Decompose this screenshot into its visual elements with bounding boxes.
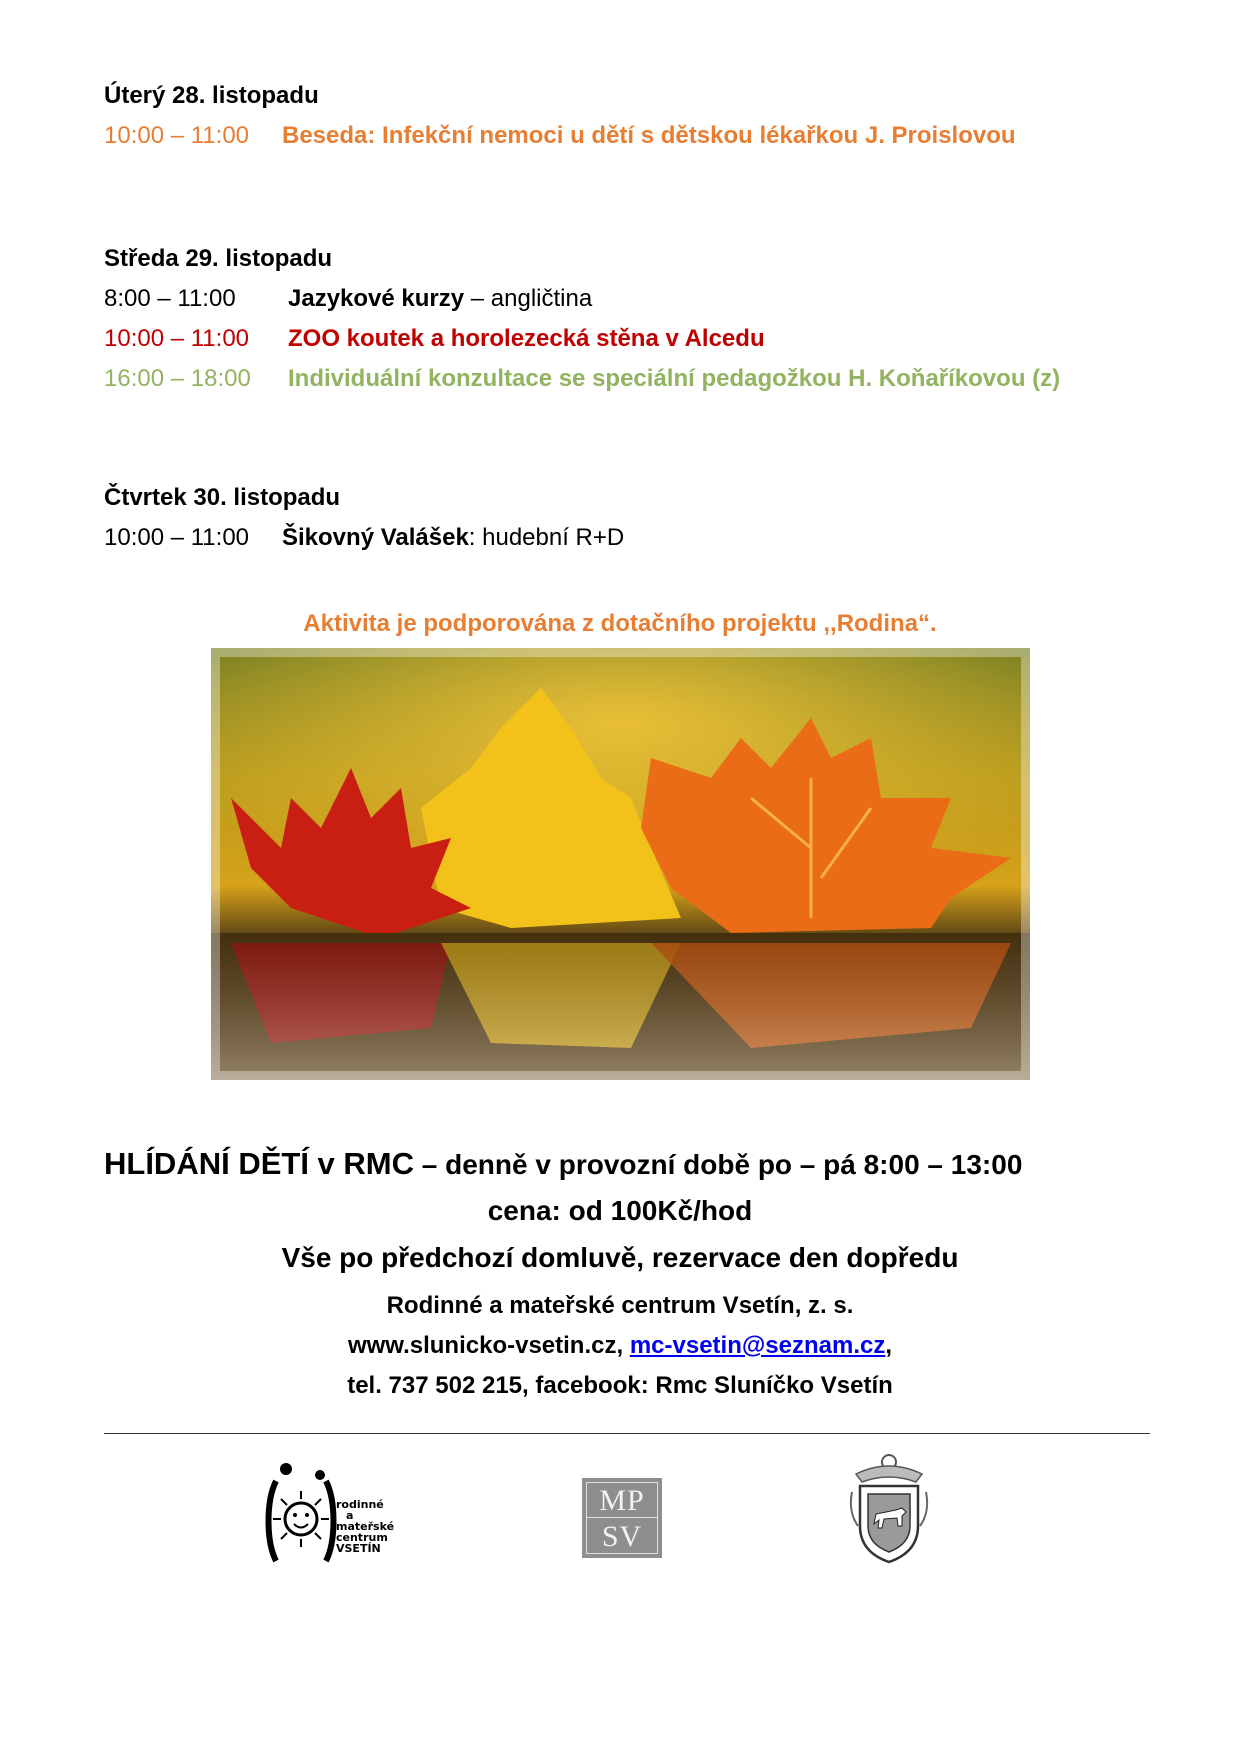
support-note: Aktivita je podporována z dotačního projektu ,,Rodina“. (303, 610, 937, 637)
logo-text: rodinné (336, 1498, 384, 1511)
event-activity (282, 524, 624, 552)
divider-line (104, 1433, 1150, 1434)
day-heading-tuesday: Úterý 28. listopadu (104, 82, 319, 109)
event-activity-title: Šikovný Valášek (282, 524, 469, 551)
coat-of-arms-icon (846, 1452, 932, 1568)
babysitting-line (104, 1146, 1022, 1182)
day-heading-thursday: Čtvrtek 30. listopadu (104, 484, 341, 511)
babysitting-price: cena: od 100Kč/hod (487, 1195, 753, 1226)
contact-org: Rodinné a mateřské centrum Vsetín, z. s. (386, 1292, 854, 1319)
babysitting-title: HLÍDÁNÍ DĚTÍ v RMC (104, 1146, 414, 1181)
autumn-leaves-photo (211, 648, 1030, 1080)
rmc-vsetin-logo (262, 1461, 412, 1566)
logo-text: a (346, 1509, 354, 1522)
mpsv-bottom-text: SV (601, 1520, 643, 1553)
day-heading-wednesday: Středa 29. listopadu (104, 245, 333, 272)
mpsv-logo (582, 1478, 662, 1558)
event-activity-suffix: : hudební R+D (468, 524, 625, 551)
event-time: 10:00 – 11:00 (104, 325, 250, 352)
event-activity: Individuální konzultace se speciální pedagožkou H. Koňaříkovou (z) (288, 365, 1061, 392)
event-time: 16:00 – 18:00 (104, 365, 251, 392)
event-time: 10:00 – 11:00 (104, 524, 250, 551)
contact-email-link[interactable]: mc-vsetin@seznam.cz (629, 1332, 886, 1359)
event-activity: ZOO koutek a horolezecká stěna v Alcedu (288, 325, 765, 352)
contact-email-comma: , (885, 1332, 893, 1359)
contact-phone-facebook: tel. 737 502 215, facebook: Rmc Sluníčko Vsetín (347, 1372, 893, 1399)
sun-children-icon (262, 1461, 340, 1566)
event-activity (288, 285, 592, 313)
event-activity: Beseda: Infekční nemoci u dětí s dětskou lékařkou J. Proislovou (282, 122, 1016, 149)
babysitting-hours: – denně v provozní době po – pá 8:00 – 13:00 (414, 1149, 1023, 1180)
babysitting-note: Vše po předchozí domluvě, rezervace den dopředu (281, 1242, 959, 1273)
contact-separator: , (616, 1332, 630, 1359)
mpsv-top-text: MP (599, 1484, 645, 1517)
logo-text: VSETÍN (336, 1542, 381, 1555)
contact-website[interactable]: www.slunicko-vsetin.cz (347, 1332, 617, 1359)
event-activity-suffix: – angličtina (464, 285, 593, 312)
logo-text: centrum (336, 1531, 388, 1544)
logo-text: mateřské (336, 1520, 395, 1533)
event-activity-title: Jazykové kurzy (288, 285, 465, 312)
event-time: 8:00 – 11:00 (104, 285, 236, 312)
event-time: 10:00 – 11:00 (104, 122, 250, 149)
contact-web-email (0, 1332, 1240, 1360)
